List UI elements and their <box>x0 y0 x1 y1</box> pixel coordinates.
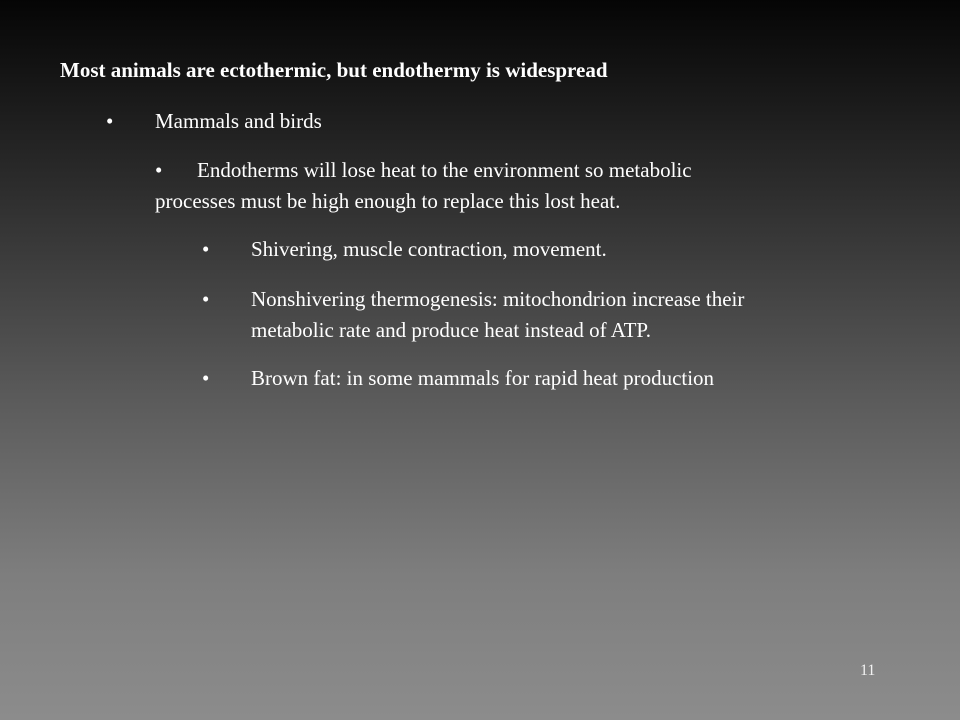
sub-bullet-text-line-1: Nonshivering thermogenesis: mitochondrion increase their <box>251 287 745 311</box>
sub-bullet-text: Shivering, muscle contraction, movement. <box>251 237 607 261</box>
bullet-marker: • <box>106 109 114 133</box>
sub-bullet-marker: • <box>202 287 210 311</box>
bullet-text-line-1: Endotherms will lose heat to the environment so metabolic <box>197 158 692 182</box>
sub-bullet-marker: • <box>202 366 210 390</box>
sub-bullet-text: Brown fat: in some mammals for rapid heat production <box>251 366 715 390</box>
bullet-text-line-2: processes must be high enough to replace this lost heat. <box>155 189 621 213</box>
slide-title: Most animals are ectothermic, but endothermy is widespread <box>60 58 608 82</box>
bullet-marker: • <box>155 158 163 182</box>
sub-bullet-marker: • <box>202 237 210 261</box>
sub-bullet-text-line-2: metabolic rate and produce heat instead of ATP. <box>251 318 652 342</box>
page-number: 11 <box>860 662 876 679</box>
bullet-text: Mammals and birds <box>155 109 322 133</box>
